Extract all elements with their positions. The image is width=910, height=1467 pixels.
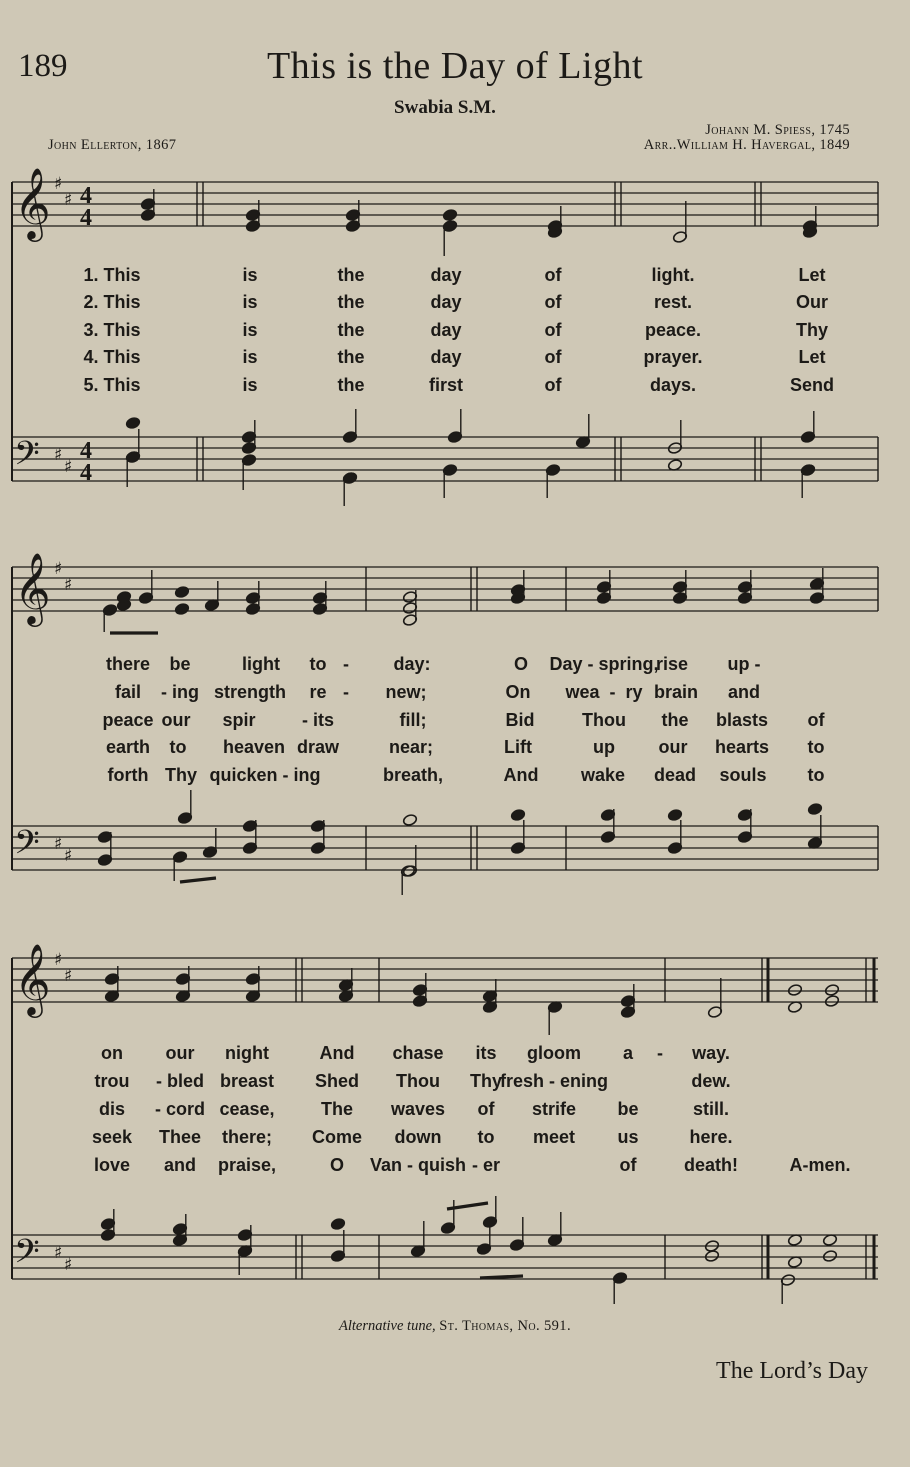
- lyric-syllable: Our: [795, 292, 829, 312]
- lyric-syllable: Let: [798, 265, 826, 285]
- lyric-syllable: wea - ry: [565, 682, 643, 702]
- lyric-syllable: peace: [102, 710, 154, 730]
- bass-clef-icon: 𝄢: [14, 824, 40, 870]
- lyric-syllable: Thou: [582, 710, 626, 730]
- lyric-syllable: light: [242, 654, 280, 674]
- lyric-syllable: love: [93, 1155, 131, 1175]
- note-head: [824, 983, 839, 996]
- lyric-syllable: fail: [114, 682, 142, 702]
- lyric-syllable: still.: [692, 1099, 730, 1119]
- note-head: [787, 983, 802, 996]
- sharp-icon: ♯: [54, 174, 63, 194]
- lyric-syllable: to: [807, 737, 825, 757]
- lyric-syllable: rise: [655, 654, 689, 674]
- lyric-syllable: of: [544, 265, 562, 285]
- lyric-syllable: death!: [684, 1155, 738, 1175]
- lyric-syllable: - er: [471, 1155, 501, 1175]
- lyric-syllable: of: [544, 292, 562, 312]
- lyric-syllable: Van - quish: [369, 1155, 467, 1175]
- lyric-syllable: Thou: [396, 1071, 440, 1091]
- hymn-number: 189: [18, 48, 68, 84]
- lyric-syllable: And: [503, 765, 539, 785]
- treble-clef-icon: 𝄞: [14, 166, 51, 239]
- lyric-syllable: strength: [214, 682, 286, 702]
- lyric-syllable: gloom: [527, 1043, 581, 1063]
- lyric-syllable: And: [319, 1043, 355, 1063]
- lyric-syllable: of: [807, 710, 825, 730]
- lyric-syllable: is: [242, 292, 258, 312]
- note-head: [174, 585, 189, 598]
- lyric-syllable: Day - spring,: [549, 654, 659, 674]
- sharp-icon: ♯: [54, 834, 63, 854]
- lyric-syllable: our: [161, 710, 191, 730]
- lyric-syllable: dis: [98, 1099, 126, 1119]
- lyric-syllable: On: [505, 682, 531, 702]
- lyric-syllable: hearts: [714, 737, 770, 757]
- lyric-syllable: and: [163, 1155, 197, 1175]
- lyric-syllable: O: [329, 1155, 345, 1175]
- lyric-syllable: The: [320, 1099, 354, 1119]
- sharp-icon: ♯: [64, 846, 73, 866]
- sharp-icon: ♯: [64, 1255, 73, 1275]
- lyric-syllable: of: [544, 320, 562, 340]
- note-head: [667, 808, 682, 821]
- lyric-syllable: Shed: [314, 1071, 360, 1091]
- lyric-syllable: re: [309, 682, 327, 702]
- lyric-syllable: the: [337, 347, 365, 367]
- lyric-syllable: 3. This: [83, 320, 141, 340]
- lyric-syllable: 4. This: [83, 347, 141, 367]
- lyric-syllable: our: [165, 1043, 195, 1063]
- lyric-syllable: a: [622, 1043, 634, 1063]
- tune-name: Swabia S.M.: [394, 97, 496, 118]
- lyric-syllable: fill;: [399, 710, 427, 730]
- lyric-syllable: A-men.: [789, 1155, 851, 1175]
- sharp-icon: ♯: [64, 575, 73, 595]
- lyric-syllable: the: [337, 265, 365, 285]
- lyric-syllable: the: [661, 710, 689, 730]
- lyric-syllable: -: [343, 682, 349, 702]
- lyric-syllable: -: [343, 654, 349, 674]
- lyric-syllable: - bled: [156, 1071, 204, 1091]
- composer-credit: Johann M. Spiess, 1745: [705, 122, 850, 138]
- lyric-syllable: strife: [531, 1099, 577, 1119]
- lyric-syllable: praise,: [217, 1155, 277, 1175]
- note-head: [824, 994, 839, 1007]
- lyric-syllable: us: [617, 1127, 639, 1147]
- lyric-syllable: is: [242, 265, 258, 285]
- lyric-syllable: seek: [91, 1127, 133, 1147]
- lyric-syllable: to: [807, 765, 825, 785]
- lyric-syllable: draw: [296, 737, 340, 757]
- note-head: [822, 1249, 837, 1262]
- lyric-syllable: on: [101, 1043, 123, 1063]
- lyric-syllable: heaven: [222, 737, 286, 757]
- lyric-syllable: day: [430, 265, 462, 285]
- note-head: [402, 813, 417, 826]
- lyric-syllable: blasts: [715, 710, 769, 730]
- sharp-icon: ♯: [54, 1243, 63, 1263]
- lyric-syllable: trou: [94, 1071, 130, 1091]
- lyric-syllable: Thy: [795, 320, 829, 340]
- lyric-syllable: the: [337, 292, 365, 312]
- lyric-syllable: there;: [221, 1127, 273, 1147]
- time-signature-bottom: 4: [80, 460, 92, 486]
- author-credit: John Ellerton, 1867: [48, 137, 177, 153]
- lyric-syllable: is: [242, 320, 258, 340]
- lyric-syllable: the: [337, 375, 365, 395]
- lyric-syllable: to: [477, 1127, 495, 1147]
- lyric-syllable: - its: [301, 710, 335, 730]
- lyric-syllable: the: [337, 320, 365, 340]
- lyric-syllable: new;: [385, 682, 427, 702]
- lyric-syllable: Thy: [469, 1071, 503, 1091]
- sharp-icon: ♯: [54, 950, 63, 970]
- lyric-syllable: fresh - ening: [499, 1071, 609, 1091]
- lyric-syllable: is: [242, 375, 258, 395]
- lyric-syllable: is: [242, 347, 258, 367]
- lyric-syllable: of: [477, 1099, 495, 1119]
- hymn-title: This is the Day of Light: [266, 45, 644, 87]
- lyric-syllable: day: [430, 347, 462, 367]
- lyric-syllable: waves: [390, 1099, 446, 1119]
- lyric-syllable: Send: [789, 375, 835, 395]
- sharp-icon: ♯: [64, 457, 73, 477]
- lyric-syllable: up -: [727, 654, 761, 674]
- lyric-syllable: Lift: [504, 737, 532, 757]
- footnote-reference: St. Thomas, No. 591.: [439, 1318, 571, 1334]
- lyric-syllable: breath,: [382, 765, 444, 785]
- lyric-syllable: down: [394, 1127, 442, 1147]
- lyric-syllable: to: [169, 737, 187, 757]
- lyric-syllable: here.: [689, 1127, 733, 1147]
- lyric-syllable: to: [309, 654, 327, 674]
- lyric-syllable: 2. This: [83, 292, 141, 312]
- lyric-syllable: day: [430, 320, 462, 340]
- lyric-syllable: way.: [692, 1043, 730, 1063]
- lyric-syllable: forth: [107, 765, 149, 785]
- lyric-syllable: day:: [393, 654, 431, 674]
- time-signature-top: 4: [80, 438, 92, 464]
- lyric-syllable: near;: [388, 737, 434, 757]
- lyric-syllable: day: [430, 292, 462, 312]
- sharp-icon: ♯: [64, 190, 73, 210]
- lyric-syllable: O: [513, 654, 529, 674]
- lyric-syllable: up: [593, 737, 615, 757]
- sharp-icon: ♯: [64, 966, 73, 986]
- treble-clef-icon: 𝄞: [14, 942, 51, 1015]
- lyric-syllable: and: [727, 682, 761, 702]
- lyric-syllable: 1. This: [83, 265, 141, 285]
- lyric-syllable: first: [428, 375, 464, 395]
- lyric-syllable: of: [544, 375, 562, 395]
- beam: [480, 1276, 523, 1278]
- lyric-syllable: Thy: [164, 765, 198, 785]
- lyric-syllable: spir: [222, 710, 256, 730]
- lyric-syllable: its: [475, 1043, 497, 1063]
- lyric-syllable: brain: [653, 682, 699, 702]
- section-label: The Lord’s Day: [716, 1358, 868, 1384]
- lyric-syllable: meet: [532, 1127, 576, 1147]
- lyric-syllable: Come: [311, 1127, 363, 1147]
- lyric-syllable: breast: [219, 1071, 275, 1091]
- lyric-syllable: - ing: [161, 682, 199, 702]
- lyric-syllable: there: [105, 654, 151, 674]
- note-head: [510, 808, 525, 821]
- beam: [180, 878, 216, 882]
- bass-clef-icon: 𝄢: [14, 1233, 40, 1279]
- lyric-syllable: of: [619, 1155, 637, 1175]
- note-head: [125, 416, 140, 429]
- alternative-tune-note: [0, 1318, 910, 1335]
- lyric-syllable: earth: [105, 737, 151, 757]
- sharp-icon: ♯: [54, 445, 63, 465]
- treble-clef-icon: 𝄞: [14, 551, 51, 624]
- lyric-syllable: night: [225, 1043, 269, 1063]
- lyric-syllable: of: [544, 347, 562, 367]
- lyric-syllable: days.: [649, 375, 697, 395]
- note-head: [442, 208, 457, 221]
- lyric-syllable: our: [658, 737, 688, 757]
- time-signature-bottom: 4: [80, 205, 92, 231]
- note-head: [330, 1217, 345, 1230]
- lyric-syllable: 5. This: [83, 375, 141, 395]
- lyric-syllable: - cord: [154, 1099, 206, 1119]
- lyric-syllable: dew.: [691, 1071, 731, 1091]
- lyric-syllable: dead: [653, 765, 697, 785]
- bass-clef-icon: 𝄢: [14, 435, 40, 481]
- lyric-syllable: Let: [798, 347, 826, 367]
- lyric-syllable: be: [617, 1099, 639, 1119]
- lyric-syllable: prayer.: [643, 347, 703, 367]
- footnote-label: Alternative tune,: [339, 1318, 436, 1334]
- arranger-credit: Arr..William H. Havergal, 1849: [643, 137, 850, 153]
- lyric-syllable: Thee: [158, 1127, 202, 1147]
- lyric-syllable: -: [657, 1043, 663, 1063]
- lyric-syllable: Bid: [505, 710, 535, 730]
- time-signature-top: 4: [80, 183, 92, 209]
- lyric-syllable: rest.: [653, 292, 693, 312]
- lyric-syllable: wake: [580, 765, 626, 785]
- lyric-syllable: souls: [719, 765, 767, 785]
- sharp-icon: ♯: [54, 559, 63, 579]
- lyric-syllable: quicken - ing: [209, 765, 321, 785]
- lyric-syllable: peace.: [644, 320, 702, 340]
- lyric-syllable: chase: [392, 1043, 444, 1063]
- note-head: [174, 602, 189, 615]
- lyric-syllable: light.: [651, 265, 695, 285]
- note-head: [807, 802, 822, 815]
- lyric-syllable: be: [169, 654, 191, 674]
- lyric-syllable: cease,: [219, 1099, 275, 1119]
